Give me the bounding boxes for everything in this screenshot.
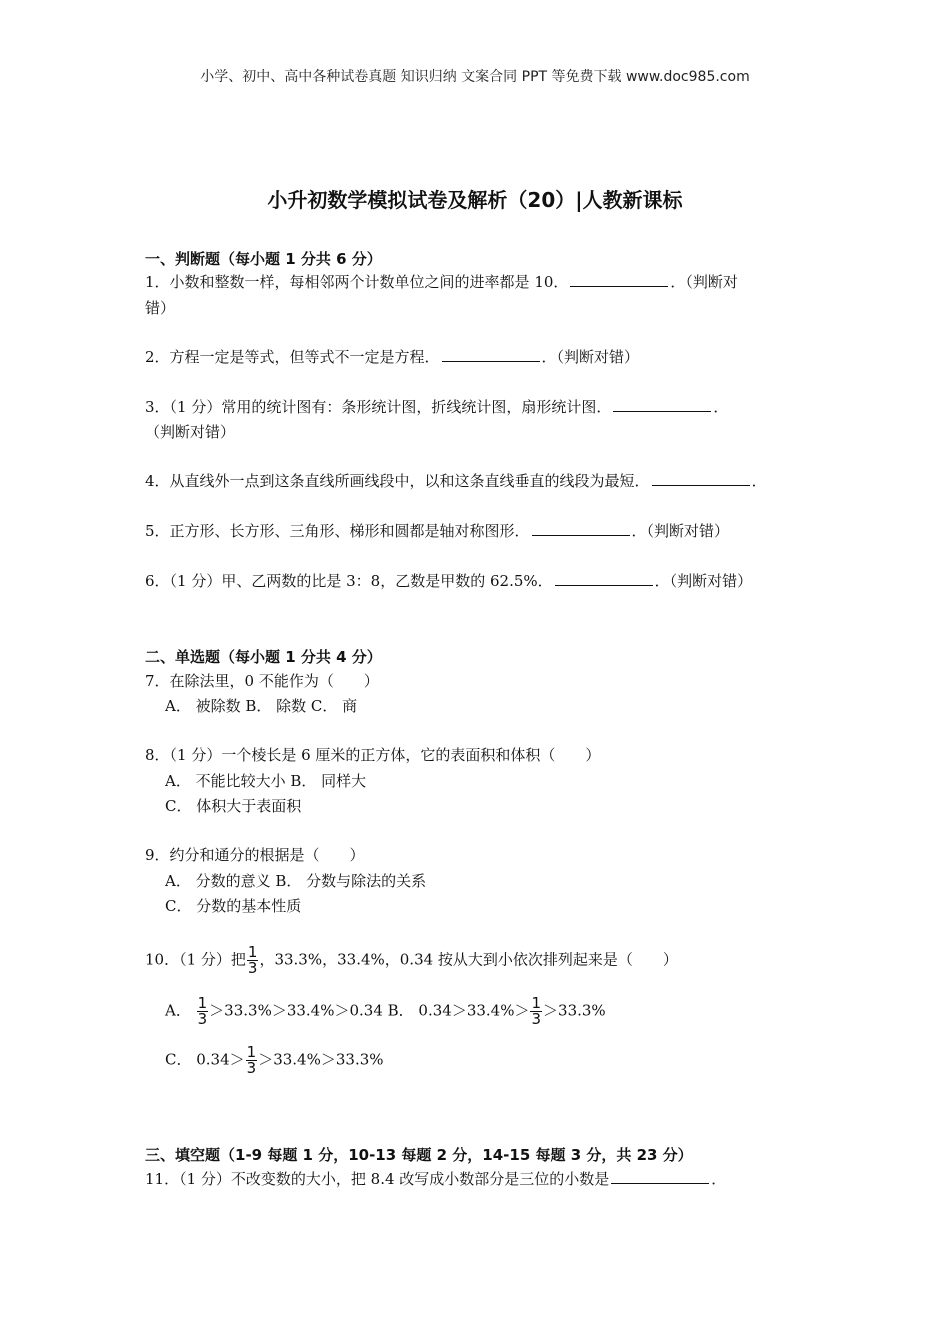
answer-blank[interactable] (532, 521, 630, 536)
question-11: 11．（1 分）不改变数的大小，把 8.4 改写成小数部分是三位的小数是 ． (145, 1170, 727, 1188)
answer-blank[interactable] (652, 471, 750, 486)
question-9: 9．约分和通分的根据是（ ） (145, 846, 365, 864)
question-3: 3．（1 分）常用的统计图有：条形统计图，折线统计图，扇形统计图． ． (145, 398, 729, 416)
question-7-options[interactable]: A． 被除数 B． 除数 C． 商 (165, 697, 358, 715)
question-2: 2．方程一定是等式，但等式不一定是方程． ．（判断对错） (145, 348, 640, 366)
question-8: 8．（1 分）一个棱长是 6 厘米的正方体，它的表面积和体积（ ） (145, 746, 601, 764)
question-7: 7．在除法里，0 不能作为（ ） (145, 672, 379, 690)
question-3-wrap: （判断对错） (145, 423, 236, 441)
question-6: 6．（1 分）甲、乙两数的比是 3：8，乙数是甲数的 62.5%． ．（判断对错） (145, 572, 753, 590)
page-header-banner: 小学、初中、高中各种试卷真题 知识归纳 文案合同 PPT 等免费下载 www.doc985.com (200, 69, 750, 85)
answer-blank[interactable] (611, 1169, 709, 1184)
answer-blank[interactable] (613, 397, 711, 412)
section-heading-judgement: 一、判断题（每小题 1 分共 6 分） (145, 250, 382, 268)
answer-blank[interactable] (442, 347, 540, 362)
section-heading-fill-in: 三、填空题（1-9 每题 1 分，10-13 每题 2 分，14-15 每题 3 分，共 23 分） (145, 1146, 693, 1164)
question-9-option-c[interactable]: C． 分数的基本性质 (165, 897, 302, 915)
question-1-wrap: 错） (145, 299, 176, 317)
question-10-options-ab[interactable]: A． $\frac{1}{3}$ ＞33.3%＞33.4%＞0.34 B． 0.34＞33.4%＞ $\frac{1}{3}$ ＞33.3% (165, 994, 606, 1028)
fraction-one-third: $\frac{1}{3}$ (197, 994, 208, 1028)
fraction-one-third: $\frac{1}{3}$ (247, 943, 258, 977)
question-4: 4．从直线外一点到这条直线所画线段中，以和这条直线垂直的线段为最短． ． (145, 472, 767, 490)
page-title: 小升初数学模拟试卷及解析（20）|人教新课标 (267, 188, 683, 212)
question-10: 10．（1 分）把 $\frac{1}{3}$ ，33.3%，33.4%，0.34 按从大到小依次排列起来是（ ） (145, 943, 678, 977)
fraction-one-third: $\frac{1}{3}$ (246, 1043, 257, 1077)
question-8-option-c[interactable]: C． 体积大于表面积 (165, 797, 302, 815)
fraction-one-third: $\frac{1}{3}$ (531, 994, 542, 1028)
answer-blank[interactable] (555, 571, 653, 586)
section-heading-single-choice: 二、单选题（每小题 1 分共 4 分） (145, 648, 382, 666)
question-10-option-c[interactable]: C． 0.34＞ $\frac{1}{3}$ ＞33.4%＞33.3% (165, 1043, 384, 1077)
answer-blank[interactable] (570, 272, 668, 287)
question-8-options-ab[interactable]: A． 不能比较大小 B． 同样大 (165, 772, 367, 790)
question-5: 5．正方形、长方形、三角形、梯形和圆都是轴对称图形． ．（判断对错） (145, 522, 730, 540)
question-1: 1．小数和整数一样，每相邻两个计数单位之间的进率都是 10． ．（判断对 (145, 273, 738, 291)
question-9-options-ab[interactable]: A． 分数的意义 B． 分数与除法的关系 (165, 872, 427, 890)
